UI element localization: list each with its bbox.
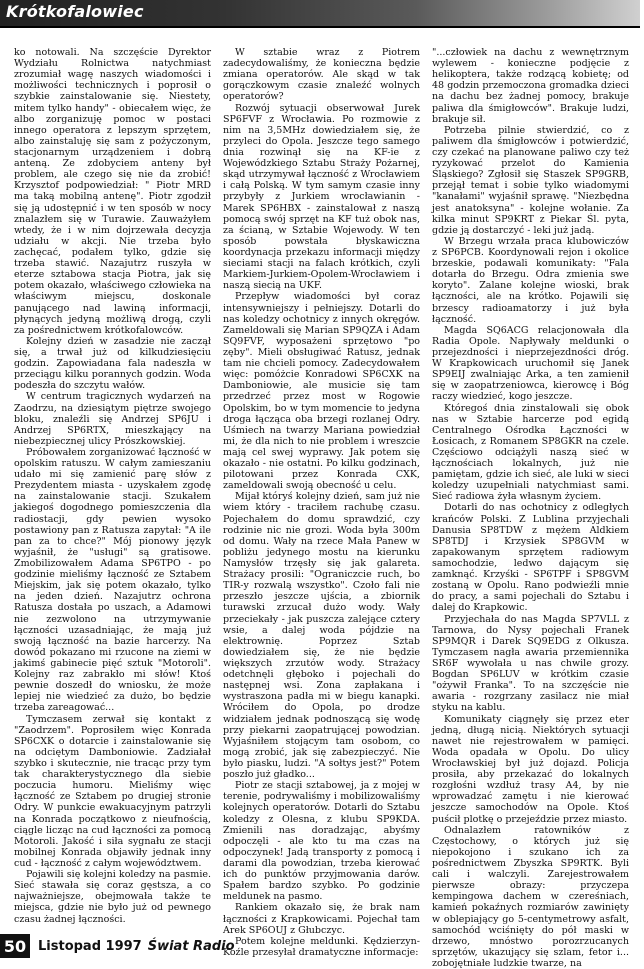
page-number: 50: [0, 934, 30, 958]
paragraph: W sztabie wraz z Piotrem zadecydowaliśmy, że konieczna będzie zmiana operatorów. Ale skąd w tak gorączkowym czasie znaleźć wolnych operatorów?: [223, 47, 420, 103]
paragraph: Przepływ wiadomości był coraz intensywniejszy i pełniejszy. Dotarli do nas koledzy ochotnicy z innych okręgów. Zameldowali się Marian SP9QZA i Adam SQ9FVF, wyposażeni sprzętowo "po zęby". Mieli obsługiwać Ratusz, jednak tam nie chcieli pomocy. Zadecydowałem więc: pomóżcie Konradowi SP6CXK na Damboniowie, ale musicie się tam przedrzeć przez most w Rogowie Opolskim, bo w tym momencie to jedyna droga łącząca oba brzegi rozlanej Odry. Uśmiech na twarzy Mariana powiedział mi, że dla nich to nie problem i wreszcie mają cel swej wyprawy. Jak potem się okazało - nie ostatni. Po kilku godzinach, pilotowani przez Konrada CXK, zameldowali swoją obecność u celu.: [223, 291, 420, 492]
section-header: [0, 0, 644, 28]
paragraph: Mijał któryś kolejny dzień, sam już nie wiem który - traciłem rachubę czasu. Pojechałem do domu sprawdzić, czy rodzinie nic nie grozi. Woda była 300m od domu. Wały na rzece Mała Panew w pobliżu jedynego mostu na kierunku Namysłów trzęsły się jak galareta. Strażacy prosili: "Ograniczcie ruch, bo TIR-y rozwalą wszystko". Czoło fali nie przeszło jeszcze ujścia, a zbiornik turawski zrzucał dużo wody. Wały przeciekały - jak puszcza zalejące cztery wsie, a dalej woda pójdzie na elektrownię. Poprzez Sztab dowiedziałem się, że nie będzie większych zrzutów wody. Strażacy odetchnęli głęboko i pojechali do następnej wsi. Zona zapłakana i wystraszona padła mi w biegu kanapki. Wróciłem do Opola, po drodze widziałem jednak podnoszącą się wodę przy piekarni zaopatrującej powodzian. Wyjaśniłem stojącym tam osobom, co mogą zrobić, jak się zabezpieczyć. Nie było piasku, ludzi. "A sołtys jest?" Potem poszło już gładko...: [223, 491, 420, 781]
paragraph: Rozwój sytuacji obserwował Jurek SP6FVF z Wrocławia. Po rozmowie z nim na 3,5MHz dowiedziałem się, że przyleci do Opola. Jeszcze tego samego dnia rozwinął się na KF-ie z Wojewódzkiego Sztabu Straży Pożarnej, skąd utrzymywał łączność z Wrocławiem i całą Polską. W tym samym czasie inny przybyły z Jurkiem wrocławianin - Marek SP6HBX - zainstalował z naszą pomocą swój sprzęt na KF tuż obok nas, za ścianą, w Sztabie Wojewody. W ten sposób powstała błyskawiczna koordynacja przekazu informacji między sieciami stacji na falach krótkich, czyli Markiem-Jurkiem-Opolem-Wrocławiem i naszą siecią na UKF.: [223, 102, 420, 292]
section-header-bar: [0, 0, 640, 28]
text-column-1: [14, 47, 211, 929]
paragraph: W Brzegu wrzała praca klubowiczów z SP6PCB. Koordynowali rejon i okolice brzeskie, podawali komunikaty: "Fala dotarła do Brzegu. Odra zmienia swe koryto". Zalane kolejne wioski, brak łączności, ale na krótko. Pojawili się brzescy radioamatorzy i już była łączność.: [432, 235, 629, 325]
paragraph: Tymczasem zerwał się kontakt z "Zaodrzem". Poprosiłem więc Konrada SP6CXK o dotarcie i zainstalowanie się na odciętym Damboniowie. Zadziałał szybko i skutecznie, nie tracąc przy tym tak charakterystycznego dla siebie poczucia humoru. Mieliśmy więc łączność ze Sztabem po drugiej stronie Odry. W punkcie ewakuacyjnym patrzyli na Konrada początkowo z nieufnością, ciągle licząc na cud łączności za pomocą Motoroli. Jakość i siła sygnału ze stacji mobilnej Konrada objawiły jednak inny cud - łączność z całym województwem.: [14, 713, 211, 869]
paragraph: Dotarli do nas ochotnicy z odległych krańców Polski. Z Lublina przyjechali Danusia SP8TDW z mężem Aldkiem SP8TDJ i Krzysiek SP8GVM w zapakowanym sprzętem radiowym samochodzie, ledwo dającym się zamknąć. Krzyśki - SP6TPF i SP8GVM zostaną w Opolu. Rano podwieźli mnie do pracy, a sami pojechali do Sztabu i dalej do Krapkowic.: [432, 502, 629, 614]
paragraph: "...człowiek na dachu z wewnętrznym wylewem - konieczne podjęcie z helikoptera, także rodzącą kobietę; od 48 godzin przemoczona gromadka dzieci na dachu bez żadnej pomocy, brakuje paliwa dla śmigłowców". Brakuje ludzi, brakuje sił.: [432, 47, 629, 125]
paragraph: Rankiem okazało się, że brak nam łączności z Krapkowicami. Pojechał tam Arek SP6OUJ z Głubczyc.: [223, 902, 420, 936]
paragraph: Magda SQ6ACG relacjonowała dla Radia Opole. Napływały meldunki o przejezdności i nieprzejezdności dróg. W Krapkowicach uruchomił się Janek SP9EIJ zwalniając Arka, a ten zamienił się w zaopatrzeniowca, kierowcę i Bóg raczy wiedzieć, kogo jeszcze.: [432, 324, 629, 403]
section-title: Krótkofalowiec: [6, 2, 144, 21]
paragraph: Piotr ze stacji sztabowej, ja z mojej w terenie, podrywaliśmy i mobilizowaliśmy kolejnych operatorów. Dotarli do Sztabu koledzy z Olesna, z klubu SP9KDA. Zmienili nas doradzając, abyśmy odpoczęli - ale kto tu ma czas na odpoczynek! Jadą transporty z pomocą i darami dla powodzian, trzeba kierować ich do punktów przyjmowania darów. Spałem bardzo szybko. Po godzinie meldunek na pasmo.: [223, 780, 420, 903]
paragraph: ko notowali. Na szczęście Dyrektor Wydziału Rolnictwa natychmiast zrozumiał wagę naszych wiadomości i możliwości technicznych i poprosił o szybkie zainstalowanie się. Niestety, mitem tylko handy" - obiecałem więc, że albo zorganizuję pomoc w postaci innego operatora z lepszym sprzętem, albo zainstaluję się sam z pożyczonym, stacjonarnym urządzeniem i dobrą anteną. Ze zdobyciem anteny był problem, ale czego się nie da zrobić! Krzysztof podpowiedział: " Piotr MRD ma taką mobilną antenę". Piotr zgodził się ją udostępnić i w ten sposób w nocy znalazłem się w Turawie. Zauważyłem wtedy, że i w nim dojrzewała decyzja udziału w akcji. Nie trzeba było zachęcać, podałem tylko, gdzie się trzeba stawić. Nazajutrz ruszyła w eterze sztabowa stacja Piotra, jak się potem okazało, właściwego człowieka na właściwym miejscu, doskonale panującego nad lawiną informacji, płynących jedyną możliwą drogą, czyli za pośrednictwem krótkofalowców.: [14, 47, 211, 336]
paragraph: Komunikaty ciągnęły się przez eter jedną, długą nicią. Niektórych sytuacji nawet nie rejestrowałem w pamięci. Woda opadała w Opolu. Do ulicy Wrocławskiej był już dojazd. Policja prosiła, aby przekazać do lokalnych rozgłośni wzdłuż trasy A4, by nie wprowadzać zamętu i nie kierować jeszcze samochodów na Opole. Ktoś puścił plotkę o przejeździe przez miasto.: [432, 713, 629, 825]
paragraph: W centrum tragicznych wydarzeń na Zaodrzu, na dziesiątym piętrze swojego bloku, znaleźli się Andrzej SP6JU i Andrzej SP6RTX, mieszkający na niebezpiecznej ulicy Prószkowskiej.: [14, 391, 211, 447]
paragraph: Próbowałem zorganizować łączność w opolskim ratuszu. W całym zamieszaniu udało mi się zamienić parę słów z Prezydentem miasta - uzyskałem zgodę na zainstalowanie stacji. Szukałem jakiegoś dogodnego pomieszczenia dla radiostacji, gdy pewien wysoko postawiony pan z Ratusza zapytał: "A ile pan za to chce?" Mój pionowy język wyjaśnił, że "usługi" są gratisowe. Zmobilizowałem Adama SP6TPO - po godzinie mieliśmy łączność ze Sztabem Miejskim, jak się potem okazało, tylko na jeden dzień. Nazajutrz ochrona Ratusza dostała po uszach, a Adamowi nie zezwolono na utrzymywanie łączności uzasadniając, że mają już swoją łączność na bazie harcerzy. Na dowód pokazano mi rzucone na ziemi w jakimś gabinecie pięć sztuk "Motoroli". Kolejny raz zabrakło mi słów! Ktoś pewnie doszedł do wniosku, że może lepiej nie wiedzieć za dużo, bo będzie trzeba zareagować...: [14, 446, 211, 714]
text-column-3: [432, 47, 629, 969]
text-column-2: [223, 47, 420, 958]
paragraph: Przyjechała do nas Magda SP7VLL z Tarnowa, do Nysy pojechali Franek SP9MQR i Darek SQ9EDG z Olkusza. Tymczasem nagła awaria przemiennika SR6F wywołała u nas chwile grozy. Bogdan SP6LUV w krótkim czasie "ożywił Franka". To na szczęście nie awaria - rozgrzany zasilacz nie miał styku na kablu.: [432, 613, 629, 714]
paragraph: Potem kolejne meldunki. Kędzierzyn-Koźle przesyłał dramatyczne informacje:: [223, 935, 420, 958]
paragraph: Któregoś dnia zinstalowali się obok nas w Sztabie harcerze pod egidą Centralnego Ośrodka Łączności w Łosicach, z Romanem SP8GKR na czele. Częściowo odciążyli naszą sieć w łącznościach lokalnych, już nie pamiętam, gdzie ich sieć, ale luki w sieci koledzy uzupełniali natychmiast sami. Sieć radiowa żyła własnym życiem.: [432, 402, 629, 503]
paragraph: Pojawili się kolejni koledzy na pasmie. Sieć stawała się coraz gęstsza, a co najważniejsze, obejmowała także te miejsca, gdzie nie było już od pewnego czasu żadnej łączności.: [14, 869, 211, 925]
paragraph: Odnalazłem ratowników z Częstochowy, o których już się niepokojono i szukano ich za pośrednictwem Zbyszka SP9RTK. Byli cali i walczyli. Zarejestrowałem pierwsze obrazy: przyczepa kempingowa dachem w czereśniach, kamień pokaźnych rozmiarów zawinięty w oblepiający go 5-centymetrowy asfalt, samochód wciśnięty do pół maski w drzewo, mnóstwo porozrzucanych sprzętów, ukazujący się szlam, fetor i... zobojętniałe ludzkie twarze, na: [432, 824, 629, 969]
paragraph: Kolejny dzień w zasadzie nie zaczął się, a trwał już od kilkudziesięciu godzin. Zapowiadana fala nadeszła w przeciągu kilku porannych godzin. Woda podeszła do szczytu wałów.: [14, 335, 211, 392]
issue-info: [38, 939, 235, 954]
paragraph: Potrzeba pilnie stwierdzić, co z paliwem dla śmigłowców i potwierdzić, czy czekać na planowane paliwo czy też ryzykować przelot do Kamienia Śląskiego? Zgłosił się Staszek SP9GRB, przejął temat i sobie tylko wiadomymi "kanałami" wyjaśnił sprawę. "Niezbędna jest anatoksyna" - kolejne wołanie. Za kilka minut SP9KRT z Piekar Śl. pyta, gdzie ją dostarczyć - leki już jadą.: [432, 124, 629, 236]
issue-date: Listopad 1997: [38, 939, 142, 954]
magazine-name: Świat Radio: [147, 939, 235, 954]
page-footer: [0, 932, 644, 960]
